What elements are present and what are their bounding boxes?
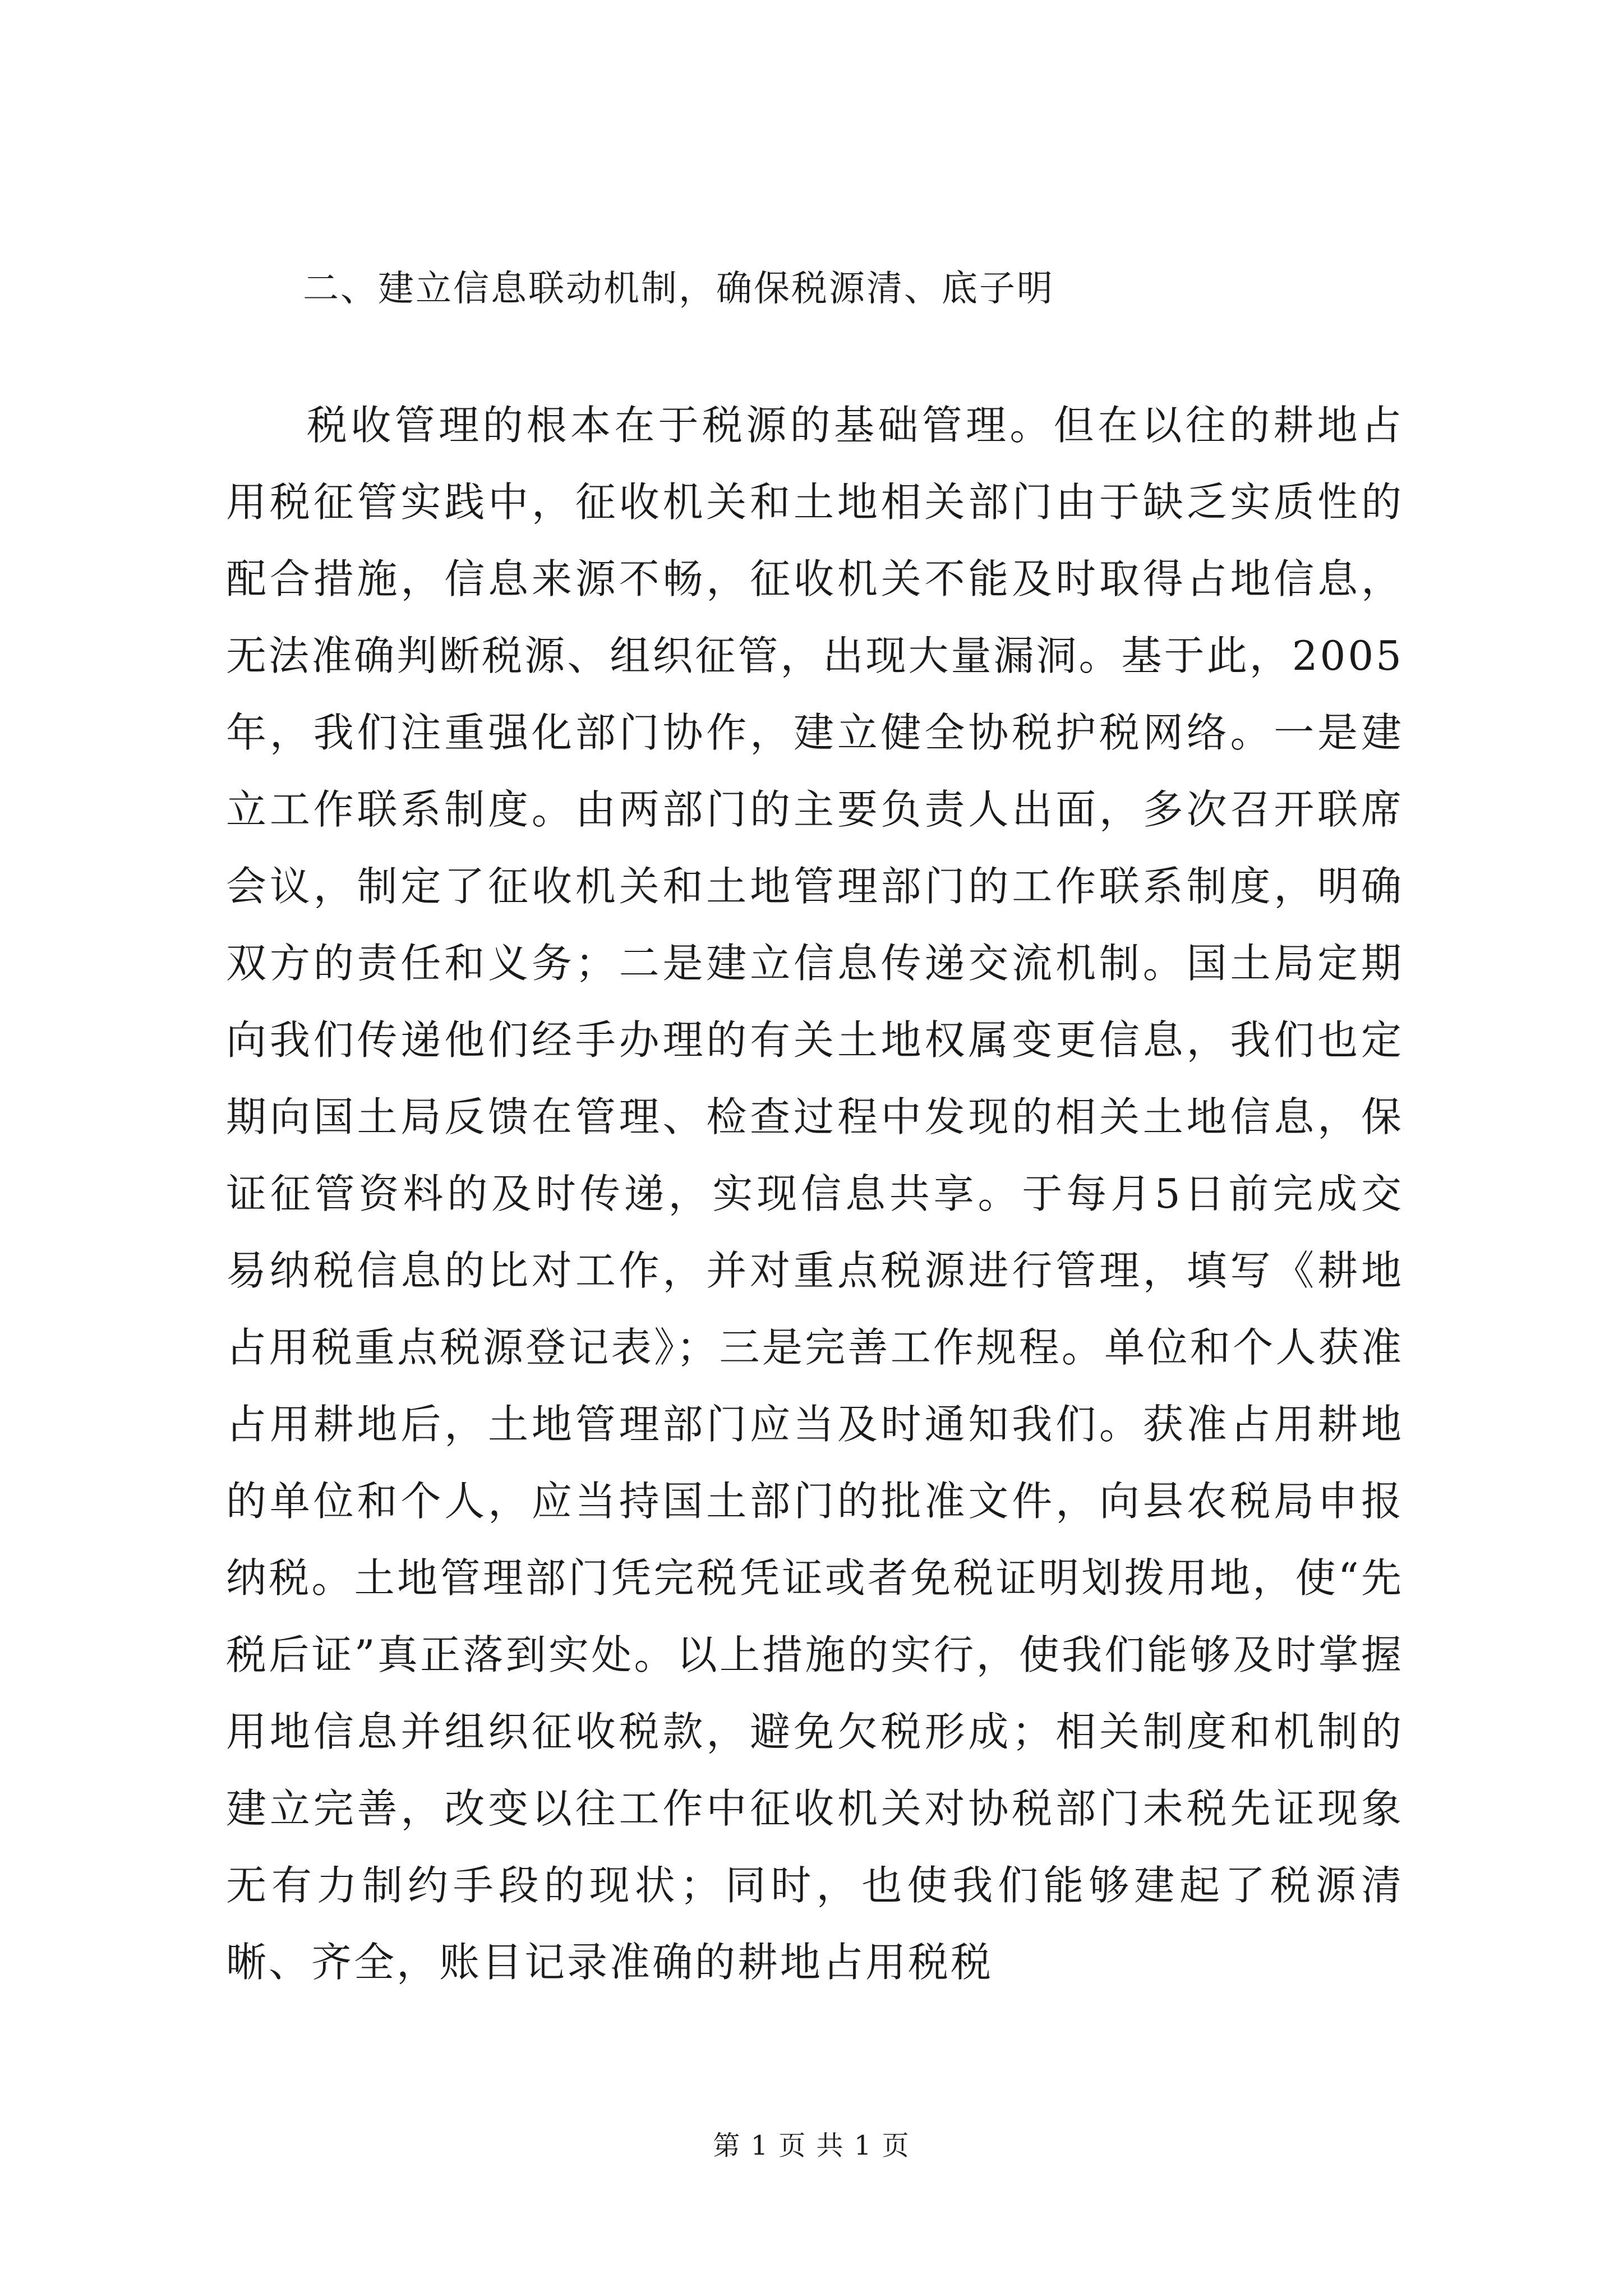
section-heading: 二、建立信息联动机制，确保税源清、底子明 [303, 268, 1054, 310]
body-paragraph: 税收管理的根本在于税源的基础管理。但在以往的耕地占用税征管实践中，征收机关和土地相关部门由于缺乏实质性的配合措施，信息来源不畅，征收机关不能及时取得占地信息，无法准确判断税源、组织征管，出现大量漏洞。基于此，2005年，我们注重强化部门协作，建立健全协税护税网络。一是建立工作联系制度。由两部门的主要负责人出面，多次召开联席会议，制定了征收机关和土地管理部门的工作联系制度，明确双方的责任和义务；二是建立信息传递交流机制。国土局定期向我们传递他们经手办理的有关土地权属变更信息，我们也定期向国土局反馈在管理、检查过程中发现的相关土地信息，保证征管资料的及时传递，实现信息共享。于每月5日前完成交易纳税信息的比对工作，并对重点税源进行管理，填写《耕地占用税重点税源登记表》；三是完善工作规程。单位和个人获准占用耕地后，土地管理部门应当及时通知我们。获准占用耕地的单位和个人，应当持国土部门的批准文件，向县农税局申报纳税。土地管理部门凭完税凭证或者免税证明划拨用地，使“先税后证”真正落到实处。以上措施的实行，使我们能够及时掌握用地信息并组织征收税款，避免欠税形成；相关制度和机制的建立完善，改变以往工作中征收机关对协税部门未税先证现象无有力制约手段的现状；同时，也使我们能够建起了税源清晰、齐全，账目记录准确的耕地占用税税 [226, 402, 1404, 1986]
page-footer: 第 1 页 共 1 页 [713, 2130, 910, 2161]
